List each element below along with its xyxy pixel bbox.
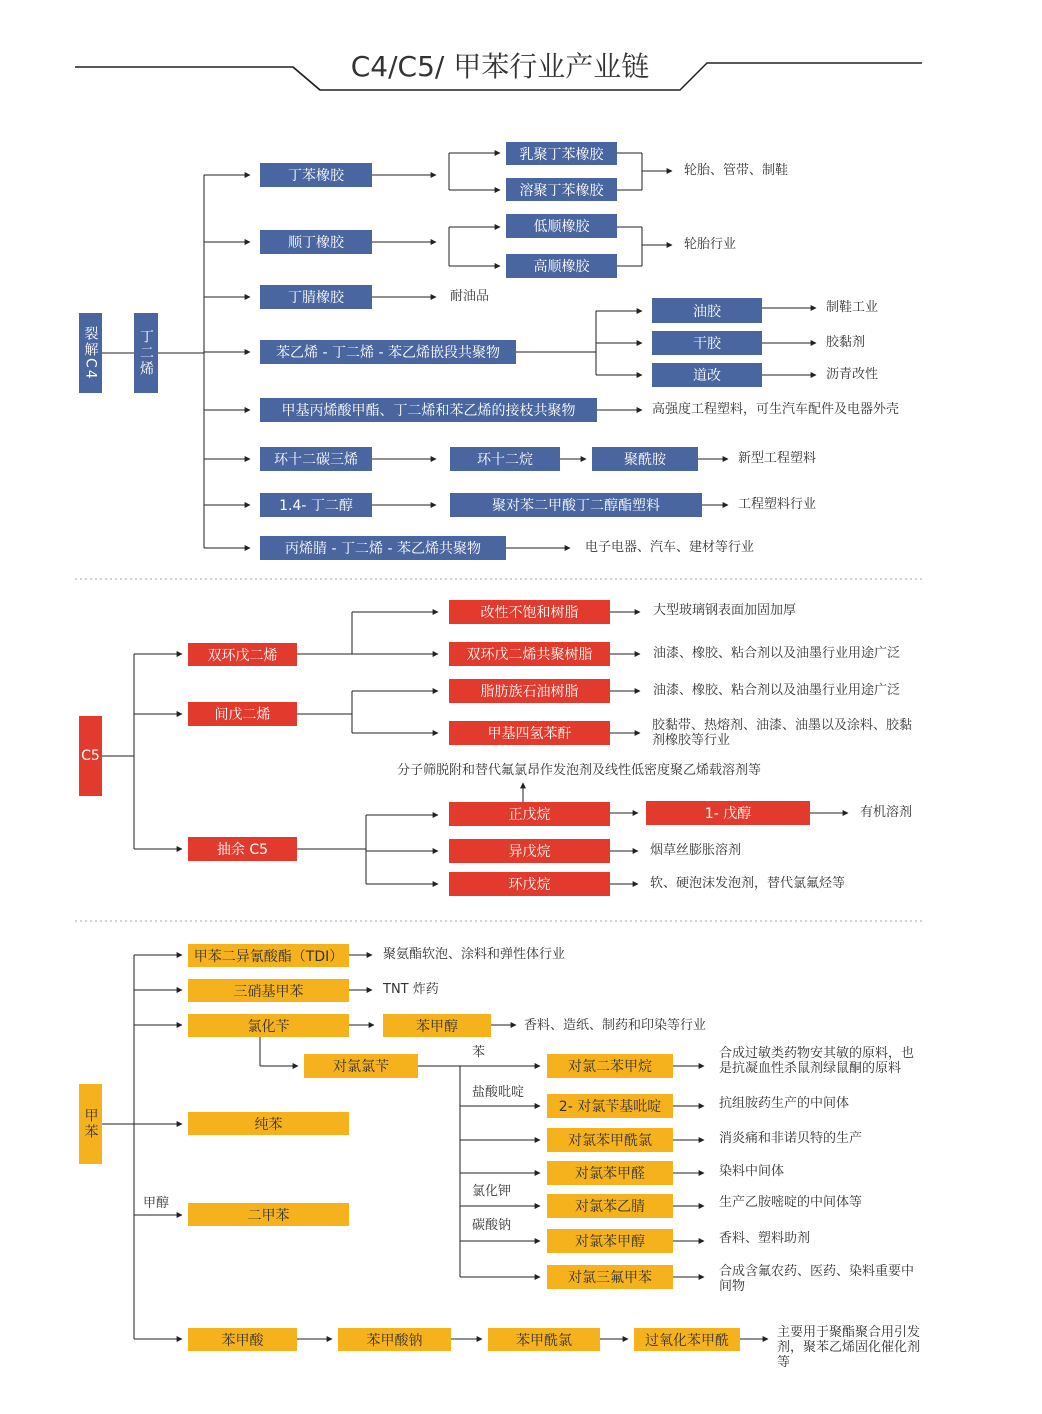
use-benzoyl-peroxide: 主要用于聚酯聚合用引发剂，聚苯乙烯固化催化剂等 — [777, 1325, 921, 1370]
node-sbs: 苯乙烯 - 丁二烯 - 苯乙烯嵌段共聚物 — [260, 340, 516, 364]
node-cracked-c4: 裂解C4 — [79, 313, 102, 393]
use-tnt: TNT 炸药 — [383, 982, 439, 997]
node-benzyl-chloride: 氯化苄 — [188, 1014, 349, 1037]
node-c5: C5 — [79, 716, 102, 796]
node-tnt: 三硝基甲苯 — [188, 979, 349, 1002]
node-pa: 聚酰胺 — [592, 447, 698, 471]
use-shoe-industry: 制鞋工业 — [826, 300, 879, 315]
node-upr: 改性不饱和树脂 — [449, 600, 610, 624]
node-road-mod: 道改 — [652, 363, 762, 387]
node-xylene: 二甲苯 — [188, 1203, 349, 1226]
node-dcpd: 双环戊二烯 — [188, 643, 297, 666]
label-na2co3: 碳酸钠 — [472, 1218, 512, 1233]
node-p-cl-benzoyl-chloride: 对氯苯甲酰氯 — [547, 1128, 673, 1152]
node-low-cis: 低顺橡胶 — [506, 214, 617, 238]
node-br: 顺丁橡胶 — [260, 230, 372, 254]
node-abs: 丙烯腈 - 丁二烯 - 苯乙烯共聚物 — [260, 536, 506, 560]
label-kcl: 氯化钾 — [472, 1184, 512, 1199]
node-tdi: 甲苯二异氰酸酯（TDI） — [188, 944, 349, 967]
use-cyclopentane: 软、硬泡沫发泡剂，替代氯氟烃等 — [650, 876, 846, 891]
node-benzyl-alcohol: 苯甲醇 — [383, 1014, 491, 1037]
node-p-cl-diphenylmethane: 对氯二苯甲烷 — [547, 1054, 673, 1078]
node-nbr: 丁腈橡胶 — [260, 285, 372, 309]
use-p-cl-diphenylmethane: 合成过敏类药物安其敏的原料，也是抗凝血性杀鼠剂绿鼠酮的原料 — [719, 1046, 915, 1076]
use-p-cl-benzyl-alcohol: 香料、塑料助剂 — [719, 1231, 811, 1246]
node-bdo: 1.4- 丁二醇 — [260, 493, 372, 517]
node-isopentane: 异戊烷 — [449, 839, 610, 863]
use-oil-resistant: 耐油品 — [450, 289, 490, 304]
node-benzoyl-peroxide: 过氧化苯甲酰 — [634, 1328, 740, 1351]
note-pentane-use: 分子筛脱附和替代氟氯昂作发泡剂及线性低密度聚乙烯载溶剂等 — [397, 763, 762, 778]
node-esbr: 乳聚丁苯橡胶 — [506, 142, 617, 165]
node-mbs: 甲基丙烯酸甲酯、丁二烯和苯乙烯的接枝共聚物 — [260, 398, 597, 422]
use-dcpd-resin: 油漆、橡胶、粘合剂以及油墨行业用途广泛 — [653, 646, 901, 661]
node-dry-glue: 干胶 — [652, 331, 762, 355]
label-pyridine-hcl: 盐酸吡啶 — [472, 1085, 525, 1100]
node-p-chlorobenzyl-chloride: 对氯氯苄 — [304, 1054, 418, 1078]
label-methanol: 甲醇 — [143, 1196, 170, 1211]
node-cdd: 环十二烷 — [450, 447, 560, 471]
use-c5-resin: 油漆、橡胶、粘合剂以及油墨行业用途广泛 — [653, 683, 901, 698]
node-sbr: 丁苯橡胶 — [260, 163, 372, 187]
node-sodium-benzoate: 苯甲酸钠 — [338, 1328, 451, 1351]
node-2-p-cl-benzylpyridine: 2- 对氯苄基吡啶 — [547, 1094, 673, 1118]
use-p-cl-benzyl-cyanide: 生产乙胺嘧啶的中间体等 — [719, 1195, 863, 1210]
node-high-cis: 高顺橡胶 — [506, 254, 617, 278]
node-butadiene: 丁二烯 — [134, 313, 158, 393]
use-mbs: 高强度工程塑料，可生汽车配件及电器外壳 — [652, 402, 900, 417]
node-p-cl-benzyl-alcohol: 对氯苯甲醇 — [547, 1229, 673, 1253]
use-new-plastic: 新型工程塑料 — [738, 451, 817, 466]
use-p-cl-benzoyl-chloride: 消炎痛和非诺贝特的生产 — [719, 1131, 863, 1146]
node-1-pentanol: 1- 戊醇 — [646, 801, 810, 825]
node-raffinate-c5: 抽余 C5 — [188, 837, 297, 861]
use-asphalt: 沥青改性 — [826, 367, 879, 382]
use-adhesive: 胶黏剂 — [826, 335, 866, 350]
use-2-p-cl-benzylpyridine: 抗组胺药生产的中间体 — [719, 1096, 850, 1111]
node-toluene: 甲苯 — [79, 1084, 102, 1164]
node-dcpd-resin: 双环戊二烯共聚树脂 — [449, 642, 610, 666]
node-piperylene: 间戊二烯 — [188, 702, 297, 726]
node-benzoyl-chloride: 苯甲酰氯 — [488, 1328, 600, 1351]
use-eng-plastic: 工程塑料行业 — [738, 497, 817, 512]
use-abs: 电子电器、汽车、建材等行业 — [585, 540, 755, 555]
node-benzoic-acid: 苯甲酸 — [188, 1328, 297, 1351]
node-pbt: 聚对苯二甲酸丁二醇酯塑料 — [450, 493, 702, 517]
node-cyclopentane: 环戊烷 — [449, 872, 610, 896]
use-tdi: 聚氨酯软泡、涂料和弹性体行业 — [383, 947, 566, 962]
use-tire-industry: 轮胎行业 — [684, 237, 737, 252]
node-cdt: 环十二碳三烯 — [260, 447, 372, 471]
page-title: C4/C5/ 甲苯行业产业链 — [350, 50, 650, 83]
use-isopentane: 烟草丝膨胀溶剂 — [650, 843, 742, 858]
use-benzyl-alcohol: 香料、造纸、制药和印染等行业 — [524, 1018, 707, 1033]
node-pure-benzene: 纯苯 — [188, 1112, 349, 1135]
node-ssbr: 溶聚丁苯橡胶 — [506, 178, 617, 201]
node-oil-glue: 油胶 — [652, 298, 762, 323]
use-p-cl-benzaldehyde: 染料中间体 — [719, 1164, 785, 1179]
use-tire-hose-shoe: 轮胎、管带、制鞋 — [684, 163, 789, 178]
use-pentanol: 有机溶剂 — [860, 805, 913, 820]
use-mthpa: 胶黏带、热熔剂、油漆、油墨以及涂料、胶黏剂橡胶等行业 — [652, 718, 913, 748]
node-mthpa: 甲基四氢苯酐 — [449, 721, 610, 745]
use-p-cl-benzotrifluoride: 合成含氟农药、医药、染料重要中间物 — [719, 1264, 915, 1294]
section-dividers — [75, 579, 922, 921]
node-p-cl-benzotrifluoride: 对氯三氟甲苯 — [547, 1265, 673, 1289]
use-upr: 大型玻璃钢表面加固加厚 — [653, 603, 797, 618]
node-p-cl-benzyl-cyanide: 对氯苯乙腈 — [547, 1194, 673, 1218]
node-c5-resin: 脂肪族石油树脂 — [449, 679, 610, 703]
node-p-cl-benzaldehyde: 对氯苯甲醛 — [547, 1161, 673, 1185]
label-benzene: 苯 — [472, 1045, 486, 1060]
node-n-pentane: 正戊烷 — [449, 802, 610, 826]
